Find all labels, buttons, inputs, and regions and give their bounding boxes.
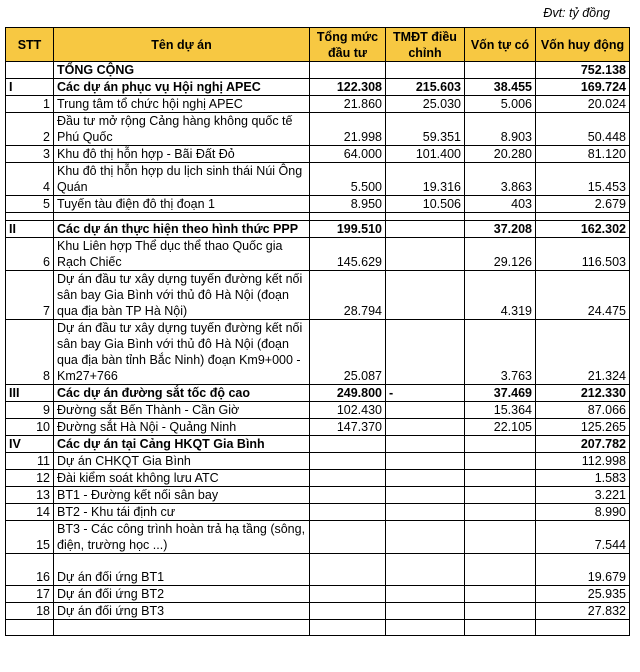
- cell-tmdt: 21.860: [310, 96, 386, 113]
- cell-tmdt: 145.629: [310, 238, 386, 271]
- cell-mobilized: 8.990: [536, 504, 630, 521]
- cell-adjusted: [386, 402, 465, 419]
- cell-own: [465, 62, 536, 79]
- cell-own: 403: [465, 196, 536, 213]
- cell-tmdt: [310, 521, 386, 554]
- cell-own: 4.319: [465, 271, 536, 320]
- group-row: [6, 385, 630, 402]
- cell-mobilized: 15.453: [536, 163, 630, 196]
- cell-adjusted: [386, 586, 465, 603]
- cell-mobilized: 125.265: [536, 419, 630, 436]
- cell-stt: 6: [6, 238, 54, 271]
- cell-tmdt: 249.800: [310, 385, 386, 402]
- unit-note: Đvt: tỷ đồng: [543, 6, 610, 20]
- spacer-cell: [465, 213, 536, 221]
- cell-stt: 15: [6, 521, 54, 554]
- spacer-cell: [310, 213, 386, 221]
- spacer-cell: [536, 213, 630, 221]
- cell-own: 3.763: [465, 320, 536, 385]
- cell-stt: [6, 620, 54, 636]
- table-row: [6, 603, 630, 620]
- cell-tmdt: 8.950: [310, 196, 386, 213]
- table-row: [6, 470, 630, 487]
- cell-adjusted: [386, 603, 465, 620]
- header-tmdt: Tổng mức đầu tư: [310, 28, 386, 62]
- cell-mobilized: 20.024: [536, 96, 630, 113]
- spacer-cell: [386, 213, 465, 221]
- cell-own: [465, 453, 536, 470]
- header-name: Tên dự án: [54, 28, 310, 62]
- cell-name: Khu Liên hợp Thể dục thể thao Quốc gia Rạch Chiếc: [54, 238, 310, 271]
- cell-adjusted: [386, 487, 465, 504]
- cell-mobilized: 7.544: [536, 521, 630, 554]
- total-row: [6, 62, 630, 79]
- cell-name: [54, 620, 310, 636]
- table-row: [6, 504, 630, 521]
- cell-adjusted: [386, 271, 465, 320]
- cell-adjusted: 215.603: [386, 79, 465, 96]
- cell-name: Dự án CHKQT Gia Bình: [54, 453, 310, 470]
- table-row: [6, 96, 630, 113]
- cell-adjusted: -: [386, 385, 465, 402]
- cell-tmdt: [310, 487, 386, 504]
- cell-adjusted: [386, 62, 465, 79]
- cell-mobilized: 169.724: [536, 79, 630, 96]
- cell-stt: 5: [6, 196, 54, 213]
- cell-mobilized: 21.324: [536, 320, 630, 385]
- cell-tmdt: 28.794: [310, 271, 386, 320]
- cell-stt: 7: [6, 271, 54, 320]
- cell-adjusted: 19.316: [386, 163, 465, 196]
- table-row: [6, 163, 630, 196]
- cell-tmdt: 102.430: [310, 402, 386, 419]
- cell-own: 22.105: [465, 419, 536, 436]
- cell-mobilized: 81.120: [536, 146, 630, 163]
- cell-name: Đường sắt Bến Thành - Cần Giờ: [54, 402, 310, 419]
- cell-stt: 12: [6, 470, 54, 487]
- table-row: [6, 238, 630, 271]
- cell-own: 8.903: [465, 113, 536, 146]
- cell-name: Dự án đối ứng BT2: [54, 586, 310, 603]
- group-row: [6, 79, 630, 96]
- table-row: [6, 586, 630, 603]
- cell-own: [465, 620, 536, 636]
- cell-adjusted: [386, 504, 465, 521]
- cell-adjusted: [386, 436, 465, 453]
- group-row: [6, 436, 630, 453]
- cell-mobilized: 116.503: [536, 238, 630, 271]
- table-row: [6, 402, 630, 419]
- cell-own: 29.126: [465, 238, 536, 271]
- cell-name: Tuyến tàu điện đô thị đoạn 1: [54, 196, 310, 213]
- cell-stt: 2: [6, 113, 54, 146]
- cell-stt: 18: [6, 603, 54, 620]
- cell-name: BT1 - Đường kết nối sân bay: [54, 487, 310, 504]
- cell-name: Khu đô thị hỗn hợp - Bãi Đất Đỏ: [54, 146, 310, 163]
- table-row: [6, 320, 630, 385]
- cell-name: Các dự án tại Cảng HKQT Gia Bình: [54, 436, 310, 453]
- spacer-row: [6, 213, 630, 221]
- cell-stt: II: [6, 221, 54, 238]
- cell-name: Dự án đầu tư xây dựng tuyến đường kết nối sân bay Gia Bình với thủ đô Hà Nội (đoạn qua địa bàn TP Hà Nội): [54, 271, 310, 320]
- cell-mobilized: 162.302: [536, 221, 630, 238]
- cell-name: Dự án đầu tư xây dựng tuyến đường kết nối sân bay Gia Bình với thủ đô Hà Nội (đoạn qua địa bàn tỉnh Bắc Ninh) đoạn Km9+000 - Km27+766: [54, 320, 310, 385]
- cell-adjusted: 59.351: [386, 113, 465, 146]
- cell-own: [465, 436, 536, 453]
- cell-own: 37.208: [465, 221, 536, 238]
- cell-tmdt: [310, 436, 386, 453]
- header-own-capital: Vốn tự có: [465, 28, 536, 62]
- cell-tmdt: [310, 470, 386, 487]
- table-row: [6, 620, 630, 636]
- cell-tmdt: 147.370: [310, 419, 386, 436]
- cell-own: [465, 586, 536, 603]
- cell-stt: IV: [6, 436, 54, 453]
- cell-tmdt: [310, 453, 386, 470]
- cell-tmdt: [310, 603, 386, 620]
- table-row: [6, 419, 630, 436]
- cell-name: Khu đô thị hỗn hợp du lịch sinh thái Núi Ông Quán: [54, 163, 310, 196]
- cell-stt: 13: [6, 487, 54, 504]
- cell-name: Trung tâm tổ chức hội nghị APEC: [54, 96, 310, 113]
- table-row: [6, 521, 630, 554]
- cell-tmdt: 5.500: [310, 163, 386, 196]
- cell-mobilized: 3.221: [536, 487, 630, 504]
- cell-adjusted: [386, 453, 465, 470]
- group-row: [6, 221, 630, 238]
- cell-adjusted: [386, 238, 465, 271]
- cell-adjusted: [386, 470, 465, 487]
- cell-name: TỔNG CỘNG: [54, 62, 310, 79]
- cell-mobilized: 24.475: [536, 271, 630, 320]
- cell-stt: 9: [6, 402, 54, 419]
- cell-stt: 3: [6, 146, 54, 163]
- header-stt: STT: [6, 28, 54, 62]
- cell-tmdt: [310, 504, 386, 521]
- cell-adjusted: [386, 320, 465, 385]
- spacer-cell: [6, 213, 54, 221]
- cell-stt: 4: [6, 163, 54, 196]
- header-mobilized: Vốn huy động: [536, 28, 630, 62]
- header-adjusted: TMĐT điều chỉnh: [386, 28, 465, 62]
- cell-mobilized: 2.679: [536, 196, 630, 213]
- table-row: [6, 487, 630, 504]
- cell-own: 38.455: [465, 79, 536, 96]
- cell-stt: 1: [6, 96, 54, 113]
- cell-adjusted: [386, 419, 465, 436]
- cell-own: [465, 487, 536, 504]
- cell-tmdt: [310, 620, 386, 636]
- cell-name: Đường sắt Hà Nội - Quảng Ninh: [54, 419, 310, 436]
- table-row: [6, 113, 630, 146]
- cell-tmdt: [310, 554, 386, 586]
- cell-adjusted: 10.506: [386, 196, 465, 213]
- cell-tmdt: [310, 586, 386, 603]
- cell-own: 37.469: [465, 385, 536, 402]
- cell-own: [465, 603, 536, 620]
- cell-own: [465, 470, 536, 487]
- cell-mobilized: 752.138: [536, 62, 630, 79]
- cell-name: Dự án đối ứng BT3: [54, 603, 310, 620]
- cell-mobilized: 25.935: [536, 586, 630, 603]
- cell-mobilized: 19.679: [536, 554, 630, 586]
- cell-tmdt: 64.000: [310, 146, 386, 163]
- cell-own: 3.863: [465, 163, 536, 196]
- cell-name: Các dự án đường sắt tốc độ cao: [54, 385, 310, 402]
- cell-mobilized: 212.330: [536, 385, 630, 402]
- cell-tmdt: 122.308: [310, 79, 386, 96]
- cell-own: [465, 504, 536, 521]
- cell-stt: 17: [6, 586, 54, 603]
- cell-stt: 11: [6, 453, 54, 470]
- cell-mobilized: 87.066: [536, 402, 630, 419]
- cell-name: Đầu tư mở rộng Cảng hàng không quốc tế Phú Quốc: [54, 113, 310, 146]
- cell-stt: 16: [6, 554, 54, 586]
- cell-stt: [6, 62, 54, 79]
- cell-mobilized: 27.832: [536, 603, 630, 620]
- table-row: [6, 146, 630, 163]
- header-row: [6, 28, 630, 62]
- cell-adjusted: [386, 221, 465, 238]
- table-row: [6, 453, 630, 470]
- unit-note-bar: [0, 0, 640, 26]
- cell-name: BT3 - Các công trình hoàn trả hạ tầng (sông, điện, trường học ...): [54, 521, 310, 554]
- cell-own: [465, 521, 536, 554]
- cell-tmdt: 25.087: [310, 320, 386, 385]
- cell-tmdt: 21.998: [310, 113, 386, 146]
- cell-adjusted: 25.030: [386, 96, 465, 113]
- cell-mobilized: 112.998: [536, 453, 630, 470]
- cell-tmdt: [310, 62, 386, 79]
- cell-adjusted: [386, 521, 465, 554]
- table-row: [6, 196, 630, 213]
- cell-adjusted: [386, 554, 465, 586]
- cell-name: Các dự án thực hiện theo hình thức PPP: [54, 221, 310, 238]
- cell-stt: 8: [6, 320, 54, 385]
- cell-mobilized: 207.782: [536, 436, 630, 453]
- cell-own: [465, 554, 536, 586]
- cell-stt: 14: [6, 504, 54, 521]
- project-capital-table: [5, 27, 630, 636]
- cell-mobilized: [536, 620, 630, 636]
- cell-stt: I: [6, 79, 54, 96]
- cell-stt: 10: [6, 419, 54, 436]
- cell-adjusted: 101.400: [386, 146, 465, 163]
- cell-name: BT2 - Khu tái định cư: [54, 504, 310, 521]
- cell-tmdt: 199.510: [310, 221, 386, 238]
- spacer-cell: [54, 213, 310, 221]
- cell-stt: III: [6, 385, 54, 402]
- cell-name: Đài kiểm soát không lưu ATC: [54, 470, 310, 487]
- table-row: [6, 554, 630, 586]
- cell-mobilized: 50.448: [536, 113, 630, 146]
- cell-adjusted: [386, 620, 465, 636]
- table-row: [6, 271, 630, 320]
- cell-own: 5.006: [465, 96, 536, 113]
- cell-own: 20.280: [465, 146, 536, 163]
- cell-mobilized: 1.583: [536, 470, 630, 487]
- cell-own: 15.364: [465, 402, 536, 419]
- cell-name: Các dự án phục vụ Hội nghị APEC: [54, 79, 310, 96]
- cell-name: Dự án đối ứng BT1: [54, 554, 310, 586]
